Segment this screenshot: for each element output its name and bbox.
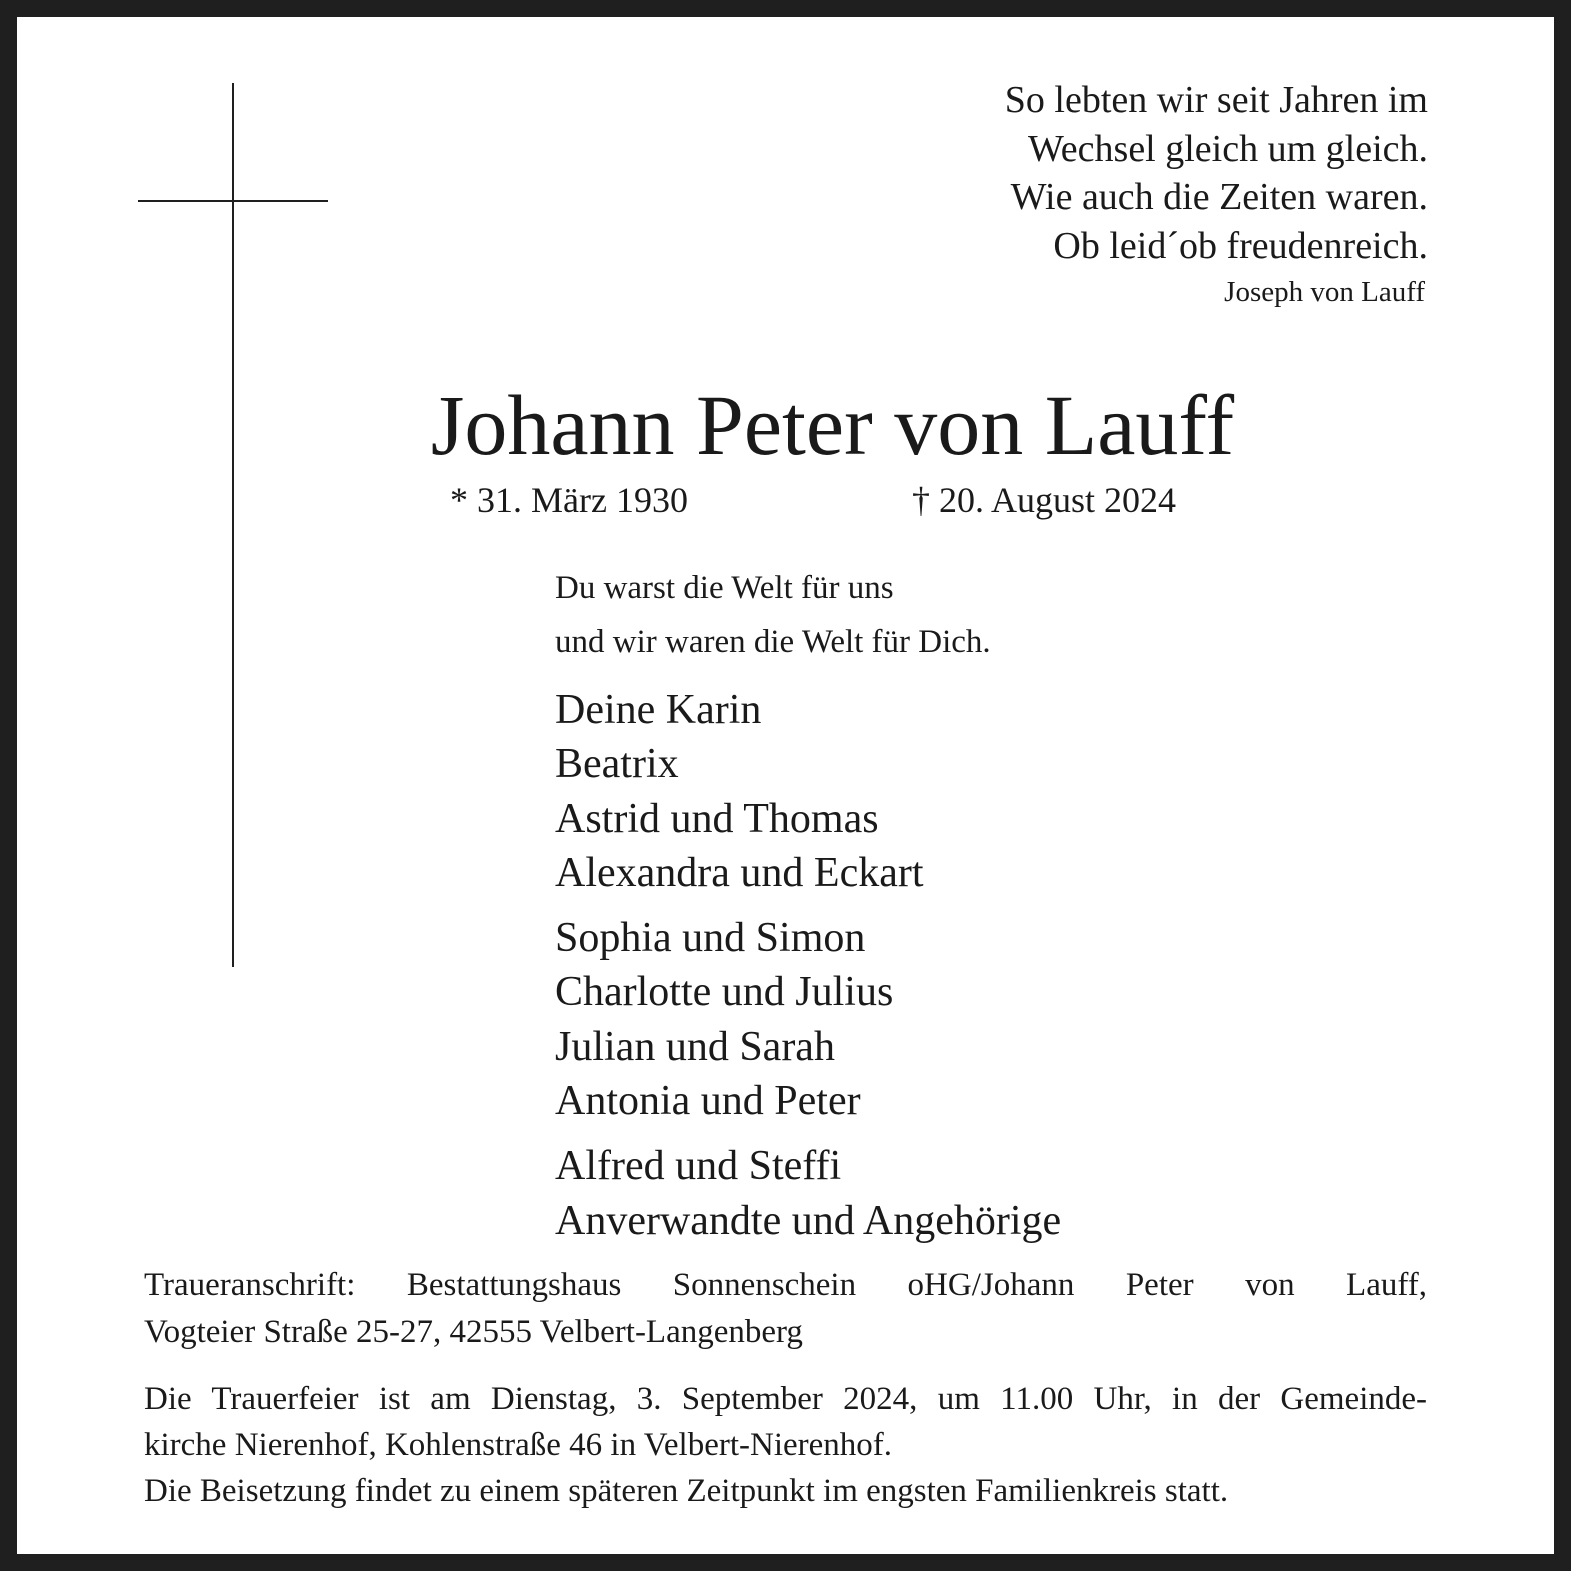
- ceremony-line: Die Trauerfeier ist am Dienstag, 3. September 2024, um 11.00 Uhr, in der Gemeinde-: [144, 1381, 1427, 1417]
- dedication: [555, 561, 991, 669]
- poem-line: So lebten wir seit Jahren im: [1004, 79, 1428, 121]
- mourner-name: Deine Karin: [555, 687, 762, 733]
- poem-line: Wie auch die Zeiten waren.: [1010, 176, 1428, 218]
- death-date: † 20. August 2024: [912, 480, 1177, 520]
- mourner-name: Charlotte und Julius: [555, 969, 894, 1016]
- cross-icon-bar: [138, 200, 328, 202]
- mourner-name: Julian und Sarah: [555, 1023, 835, 1070]
- mourner-name: Sophia und Simon: [555, 915, 866, 962]
- mourner-name: Alfred und Steffi: [555, 1143, 842, 1190]
- ceremony-line: kirche Nierenhof, Kohlenstraße 46 in Velbert-Nierenhof.: [144, 1427, 893, 1463]
- deceased-name: Johann Peter von Lauff: [430, 377, 1235, 473]
- dedication-line: und wir waren die Welt für Dich.: [555, 624, 991, 660]
- mourner-name: Astrid und Thomas: [555, 795, 879, 842]
- mourner-name: Alexandra und Eckart: [555, 849, 924, 896]
- poem-author: Joseph von Lauff: [1224, 276, 1425, 308]
- poem: [1005, 76, 1428, 270]
- address-line: Vogteier Straße 25-27, 42555 Velbert-Langenberg: [144, 1314, 803, 1350]
- mourner-name: Antonia und Peter: [555, 1078, 861, 1125]
- poem-line: Ob leid´ob freudenreich.: [1053, 224, 1428, 267]
- mourner-group: [555, 1139, 1061, 1248]
- mourner-name: Beatrix: [555, 741, 679, 788]
- mourner-name: Anverwandte und Angehörige: [555, 1197, 1062, 1244]
- ceremony-info: [144, 1376, 1427, 1514]
- cross-icon: [232, 83, 234, 967]
- mourner-group: [555, 911, 1061, 1128]
- dedication-line: Du warst die Welt für uns: [555, 570, 894, 606]
- birth-date: * 31. März 1930: [450, 480, 688, 520]
- address-line: Traueranschrift: Bestattungshaus Sonnenschein oHG/Johann Peter von Lauff,: [144, 1267, 1427, 1303]
- poem-line: Wechsel gleich um gleich.: [1027, 127, 1428, 170]
- mourner-group: [555, 683, 1061, 900]
- ceremony-line: Die Beisetzung findet zu einem späteren Zeitpunkt im engsten Familienkreis statt.: [144, 1473, 1229, 1509]
- mourners-list: [555, 683, 1061, 1259]
- mourning-address: [144, 1262, 1427, 1356]
